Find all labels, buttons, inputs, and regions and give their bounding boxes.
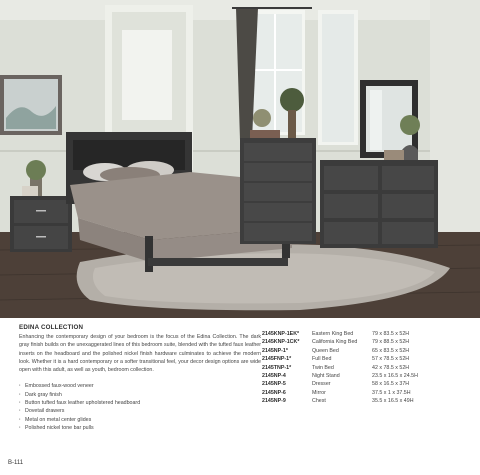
feature-item: · Metal on metal center glides xyxy=(19,416,261,424)
collection-title: EDINA COLLECTION xyxy=(19,324,84,331)
product-table xyxy=(262,330,418,406)
sku-cell: 2145NP-6 xyxy=(262,389,286,396)
dimensions-cell: 42 x 78.5 x 52H xyxy=(372,364,410,371)
description-cell: Eastern King Bed xyxy=(312,331,354,337)
feature-item: · Embossed faux-wood veneer xyxy=(19,382,261,390)
table-row xyxy=(262,397,418,405)
feature-list xyxy=(19,382,261,432)
sku-cell: 2145FNP-1* xyxy=(262,356,292,363)
table-row xyxy=(262,355,418,363)
description-cell: Twin Bed xyxy=(312,364,334,371)
dimensions-cell: 23.5 x 16.5 x 24.5H xyxy=(372,373,418,380)
description-cell: Queen Bed xyxy=(312,347,339,354)
collection-description: Enhancing the contemporary design of your bedroom is the focus of the Edina Collection. The dark gray finish builds on the unexaggerated lines of this bedroom suite, blended with the tufted faux leather inserts on the headboard and the polished nickel finish hardware culminates to achieve the modern look. Whether it is a hard contemporary or a softer transitional feel, your decor design options are wide open with this adult, as well as youth, bedroom collection. xyxy=(19,334,261,374)
dimensions-cell: 65 x 83.5 x 52H xyxy=(372,347,410,354)
sku-cell: 2145NP-4 xyxy=(262,373,286,380)
table-row xyxy=(262,372,418,380)
collection-text xyxy=(19,323,261,432)
dimensions-cell: 79 x 83.5 x 52H xyxy=(372,331,410,337)
table-row xyxy=(262,364,418,372)
description-cell: Full Bed xyxy=(312,356,332,363)
description-cell: Dresser xyxy=(312,381,331,388)
sku-cell: 2145NP-9 xyxy=(262,398,286,405)
feature-item: · Dark gray finish xyxy=(19,391,261,399)
description-cell: Night Stand xyxy=(312,373,340,380)
dimensions-cell: 35.5 x 16.5 x 49H xyxy=(372,398,414,405)
description-cell: California King Bed xyxy=(312,339,358,346)
table-row xyxy=(262,338,418,346)
feature-item: · Dovetail drawers xyxy=(19,407,261,415)
sku-cell: 2145NP-1* xyxy=(262,347,288,354)
table-row xyxy=(262,330,418,338)
sku-cell: 2145TNP-1* xyxy=(262,364,292,371)
dimensions-cell: 58 x 16.5 x 37H xyxy=(372,381,410,388)
table-row xyxy=(262,389,418,397)
table-row xyxy=(262,380,418,388)
feature-item: · Button tufted faux leather upholstered headboard xyxy=(19,399,261,407)
dimensions-cell: 79 x 88.5 x 52H xyxy=(372,339,410,346)
sku-cell: 2145KNP-1CK* xyxy=(262,339,300,346)
description-cell: Chest xyxy=(312,398,326,405)
page-number: B-111 xyxy=(8,460,24,466)
dimensions-cell: 57 x 78.5 x 52H xyxy=(372,356,410,363)
description-cell: Mirror xyxy=(312,389,326,396)
table-row xyxy=(262,347,418,355)
sku-cell: 2145NP-5 xyxy=(262,381,286,388)
sku-cell: 2145KNP-1EK* xyxy=(262,331,300,337)
dimensions-cell: 37.5 x 1 x 37.5H xyxy=(372,389,411,396)
feature-item: · Polished nickel tone bar pulls xyxy=(19,424,261,432)
